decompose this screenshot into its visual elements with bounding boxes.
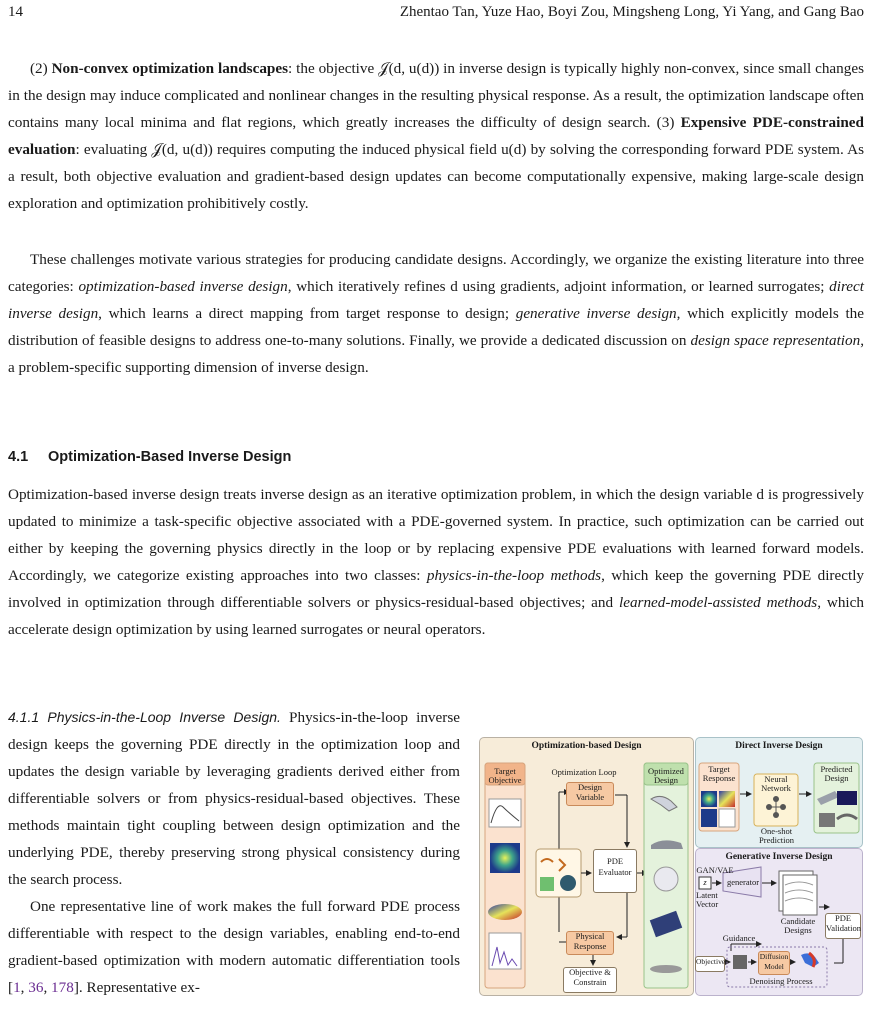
- term-optimization-based: optimization-based inverse design: [78, 278, 288, 295]
- one-shot-label: One-shot Prediction: [759, 826, 794, 845]
- optimized-design-label: Optimized Design: [648, 766, 684, 785]
- generator-label: generator: [726, 877, 760, 887]
- bold-term-nonconvex: Non-convex optimization landscapes: [51, 60, 289, 77]
- noise-box: [733, 955, 747, 969]
- design-variable-box: Design Variable: [566, 782, 614, 806]
- pde-evaluator-box: PDE Evaluator: [593, 849, 637, 893]
- page-header: [8, 0, 864, 24]
- paragraph-categories: These challenges motivate various strategies for producing candidate designs. Accordingly, we organize the existing literature into three categories: optimization-based inverse design, which iteratively refines d using gradients, adjoint information, or learned surrogates; direct inverse design, which learns a direct mapping from target response to design; generative inverse design, which explicitly models the distribution of feasible designs to address one-to-many solutions. Finally, we provide a dedicated discussion on design space representation, a problem-specific supporting dimension of inverse design.: [8, 251, 865, 376]
- diffusion-model-box: Diffusion Model: [758, 951, 790, 975]
- generative-panel-title: Generative Inverse Design: [725, 852, 833, 862]
- section-title: Optimization-Based Inverse Design: [48, 449, 292, 465]
- target-response-label: Target Response: [702, 764, 736, 783]
- bold-term-expensive: Expensive PDE-constrained evaluation: [8, 114, 864, 158]
- lattice-design-icon: [654, 867, 678, 891]
- paragraph-challenges: (2) Non-convex optimization landscapes: the objective 𝒥(d, u(d)) in inverse design is typically highly non-convex, since small changes in the design may induce complicated and nonlinear changes in the resulting physical response. As a result, the optimization landscape often contains many local minima and flat regions, which greatly increases the difficulty of design search. (3) Expensive PDE-constrained evaluation: evaluating 𝒥(d, u(d)) requires computing the induced physical field u(d) by solving the corresponding forward PDE system. As a result, both objective evaluation and gradient-based design updates can become computationally expensive, making large-scale design exploration and optimization prohibitively costly.: [8, 60, 864, 212]
- gan-vae-label: GAN/VAE: [696, 865, 734, 875]
- airfoil-design-icon: [650, 965, 682, 973]
- citation-link[interactable]: 1: [13, 979, 21, 996]
- surface-plot-icon: [488, 904, 522, 920]
- z-label: z: [703, 877, 707, 887]
- citation-link[interactable]: 36: [28, 979, 44, 996]
- overview-figure: [479, 737, 863, 996]
- term-generative: generative inverse design: [515, 305, 677, 322]
- predicted-design-label: Predicted Design: [820, 764, 853, 783]
- latent-vector-label: Latent Vector: [696, 890, 719, 909]
- left-column-text: 4.1.1 Physics-in-the-Loop Inverse Design. Physics-in-the-loop inverse design keeps the governing PDE directly in the optimization loop and updates the design variable by leveraging gradients derived either from differentiable solvers or from physics-residual-based objectives. These methods maintain tight coupling between design optimization and the underlying PDE, thereby preserving strong physical consistency during the search process. One representative line of work makes the full forward PDE process differentiable with respect to the design variables, enabling end-to-end gradient-based optimization with modern automatic differentiation tools [1, 36, 178]. Representative ex-: [8, 709, 460, 996]
- field-pattern-icon: [490, 843, 520, 873]
- objective-box: Objective: [695, 956, 725, 972]
- paragraph-optimization-intro: Optimization-based inverse design treats inverse design as an iterative optimization problem, in which the design variable d is progressively updated to minimize a task-specific objective associated with a PDE-governed system. In practice, such optimization can be carried out either by keeping the governing physics directly in the loop or by replacing expensive PDE evaluations with learned forward models. Accordingly, we categorize existing approaches into two classes: physics-in-the-loop methods, which keep the governing PDE directly involved in optimization through differentiable solvers or physics-residual-based objectives; and learned-model-assisted methods, which accelerate design optimization by using learned surrogates or neural operators.: [8, 486, 865, 638]
- neural-network-label: Neural Network: [761, 774, 791, 793]
- running-authors: Zhentao Tan, Yuze Hao, Boyi Zou, Mingsheng Long, Yi Yang, and Gang Bao: [399, 4, 864, 20]
- subsection-heading: 4.1.1 Physics-in-the-Loop Inverse Design.: [8, 709, 281, 725]
- term-design-space: design space representation: [690, 332, 861, 349]
- optimization-loop-label: Optimization Loop: [551, 767, 617, 777]
- denoising-process-label: Denoising Process: [749, 976, 813, 986]
- term-direct: direct inverse design: [8, 278, 865, 322]
- candidate-designs-label: Candidate Designs: [780, 916, 816, 935]
- term-learned-model: learned-model-assisted methods: [618, 594, 818, 611]
- guidance-label: Guidance: [722, 933, 756, 943]
- section-number: 4.1: [8, 449, 29, 465]
- optimization-panel-title: Optimization-based Design: [531, 741, 642, 751]
- physical-response-box: Physical Response: [566, 931, 614, 955]
- spectrum-plot-icon: [489, 933, 521, 969]
- citation-link[interactable]: 178: [51, 979, 74, 996]
- objective-constrain-box: Objective & Constrain: [563, 967, 617, 993]
- term-physics-in-loop: physics-in-the-loop methods: [426, 567, 602, 584]
- target-objective-label: Target Objective: [488, 766, 522, 785]
- page-number: 14: [8, 4, 23, 20]
- section-heading: [8, 449, 291, 465]
- direct-panel-title: Direct Inverse Design: [735, 741, 823, 751]
- pde-validation-box: PDE Validation: [825, 913, 861, 939]
